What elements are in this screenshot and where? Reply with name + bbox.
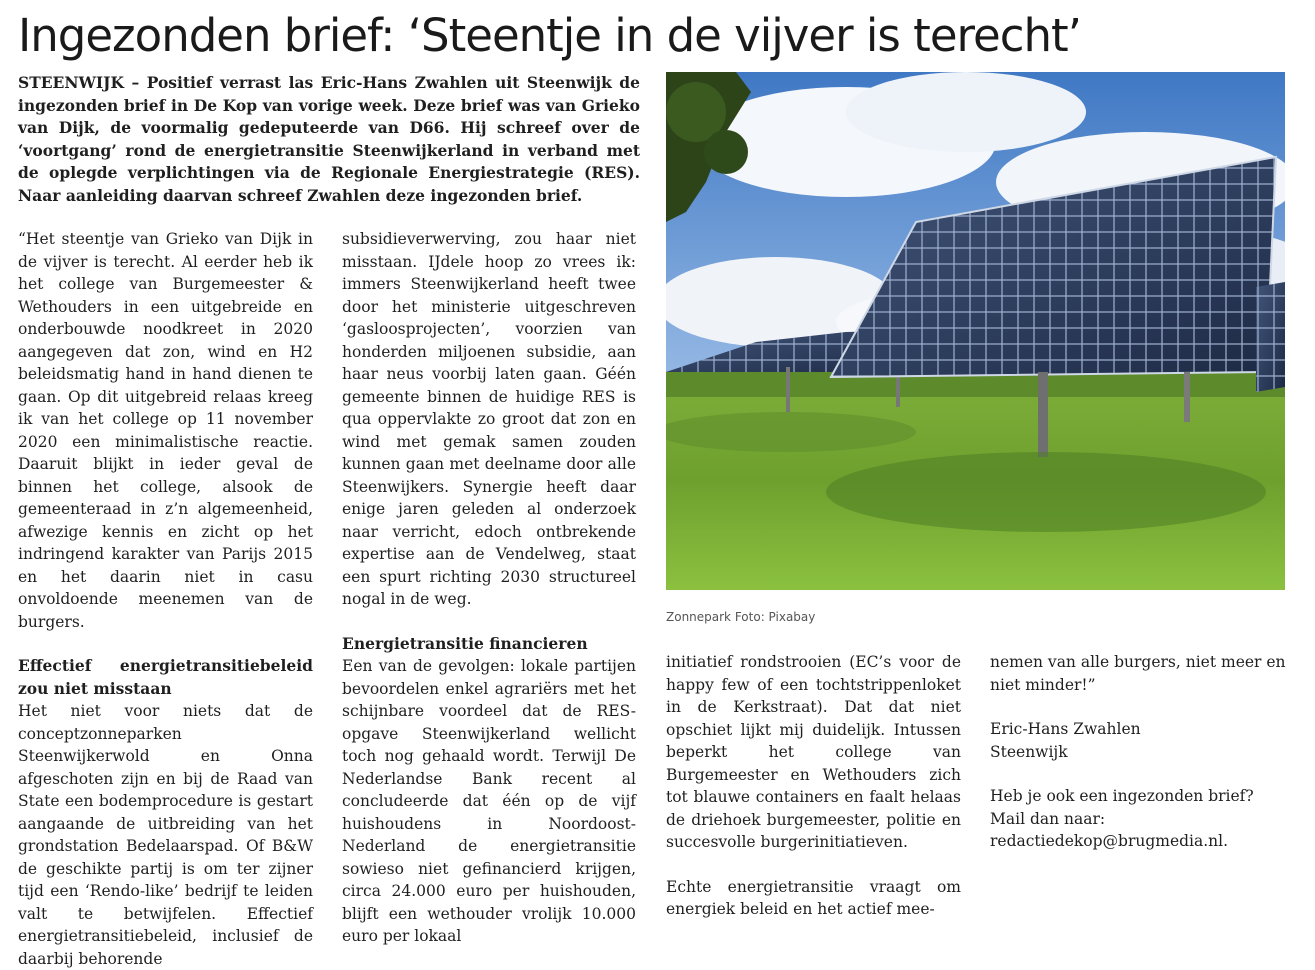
subheading-beleid: Effectief energietransitiebeleid zou niet misstaan (18, 656, 313, 698)
article-column-3 (666, 651, 961, 921)
submission-mail-label: Mail dan naar: (990, 809, 1106, 828)
body-paragraph-4: Een van de gevolgen: lokale partijen bevoordelen enkel agrariërs met het schijnbare voordeel dat de RES-opgave Steenwijkerland wellicht toch nog gehaald wordt. Terwijl De Nederlandse Bank recent al concludeerde dat één op de vijf huishoudens in Noordoost-Nederland de energietransitie sowieso niet gefinancierd krijgen, circa 24.000 euro per huishouden, blijft een wethouder vrolijk 10.000 euro per lokaal (342, 657, 636, 945)
article-column-2 (342, 228, 636, 948)
article-intro: STEENWIJK – Positief verrast las Eric-Hans Zwahlen uit Steenwijk de ingezonden brief in De Kop van vorige week. Deze brief was van Grieko van Dijk, de voormalig gedeputeerde van D66. Hij schreef over de ‘voortgang’ rond de energietransitie Steenwijkerland in verband met de oplegde verplichtingen via de Regionale Energiestrategie (RES). Naar aanleiding daarvan schreef Zwahlen deze ingezonden brief. (18, 73, 640, 205)
body-paragraph-7: nemen van alle burgers, niet meer en niet minder!” (990, 653, 1286, 694)
article-column-1 (18, 228, 313, 970)
article-headline: Ingezonden brief: ‘Steentje in de vijver is terecht’ (18, 9, 1081, 62)
body-paragraph-3: subsidieverwerving, zou haar niet misstaan. IJdele hoop zo vrees ik: immers Steenwijkerland heeft twee door het ministerie uitgeschreven ‘gasloosprojecten’, voorzien van honderden miljoenen subsidie, aan haar neus voorbij laten gaan. Géén gemeente binnen de huidige RES is qua oppervlakte zo groot dat zon en wind met gemak samen zouden kunnen gaan met deelname door alle Steenwijkers. Synergie heeft daar enige jaren geleden al onderzoek naar verricht, edoch ontbrekende expertise aan de Vendelweg, staat een spurt richting 2030 structureel nogal in de weg. (342, 230, 636, 608)
signature-place: Steenwijk (990, 742, 1068, 761)
body-paragraph-6: Echte energietransitie vraagt om energiek beleid en het actief mee- (666, 877, 961, 918)
body-paragraph-2: Het niet voor niets dat de conceptzonneparken Steenwijkerwold en Onna afgeschoten zijn en bij de Raad van State een bodemprocedure is gestart aangaande de uitbreiding van het grondstation Bedelaarspad. Of B&W de geschikte partij is om ter zijner tijd een ‘Rendo-like’ bedrijf te leiden valt te betwijfelen. Effectief energietransitiebeleid, inclusief de daarbij behorende (18, 702, 313, 968)
body-paragraph-5: initiatief rondstrooien (EC’s voor de happy few of een tochtstrippenloket in de Kerkstraat). Dat dat niet opschiet lijkt mij duidelijk. Intussen beperkt het college van Burgemeester en Wethouders zich tot blauwe containers en faalt helaas de driehoek burgemeester, politie en succesvolle burgerinitiatieven. (666, 653, 961, 851)
signature-name: Eric-Hans Zwahlen (990, 720, 1141, 738)
subheading-financieren: Energietransitie financieren (342, 633, 588, 653)
photo-caption: Zonnepark Foto: Pixabay (666, 610, 816, 624)
solar-park-photo (666, 72, 1285, 590)
solar-panels-image (666, 72, 1285, 590)
submission-prompt: Heb je ook een ingezonden brief? (990, 787, 1254, 805)
submission-email: redactiedekop@brugmedia.nl. (990, 832, 1229, 850)
article-column-4 (990, 651, 1290, 853)
body-paragraph-1: “Het steentje van Grieko van Dijk in de vijver is terecht. Al eerder heb ik het college van Burgemeester & Wethouders in een uitgebreide en onderbouwde noodkreet in 2020 aangegeven dat zon, wind en H2 beleidsmatig hand in hand dienen te gaan. Op dit uitgebreid relaas kreeg ik van het college op 11 november 2020 een minimalistische reactie. Daaruit blijkt in ieder geval de binnen het college, alsook de gemeenteraad in z’n algemeenheid, afwezige kennis en zicht op het indringend karakter van Parijs 2015 en het daarin niet in casu onvoldoende meenemen van de burgers. (18, 230, 313, 631)
